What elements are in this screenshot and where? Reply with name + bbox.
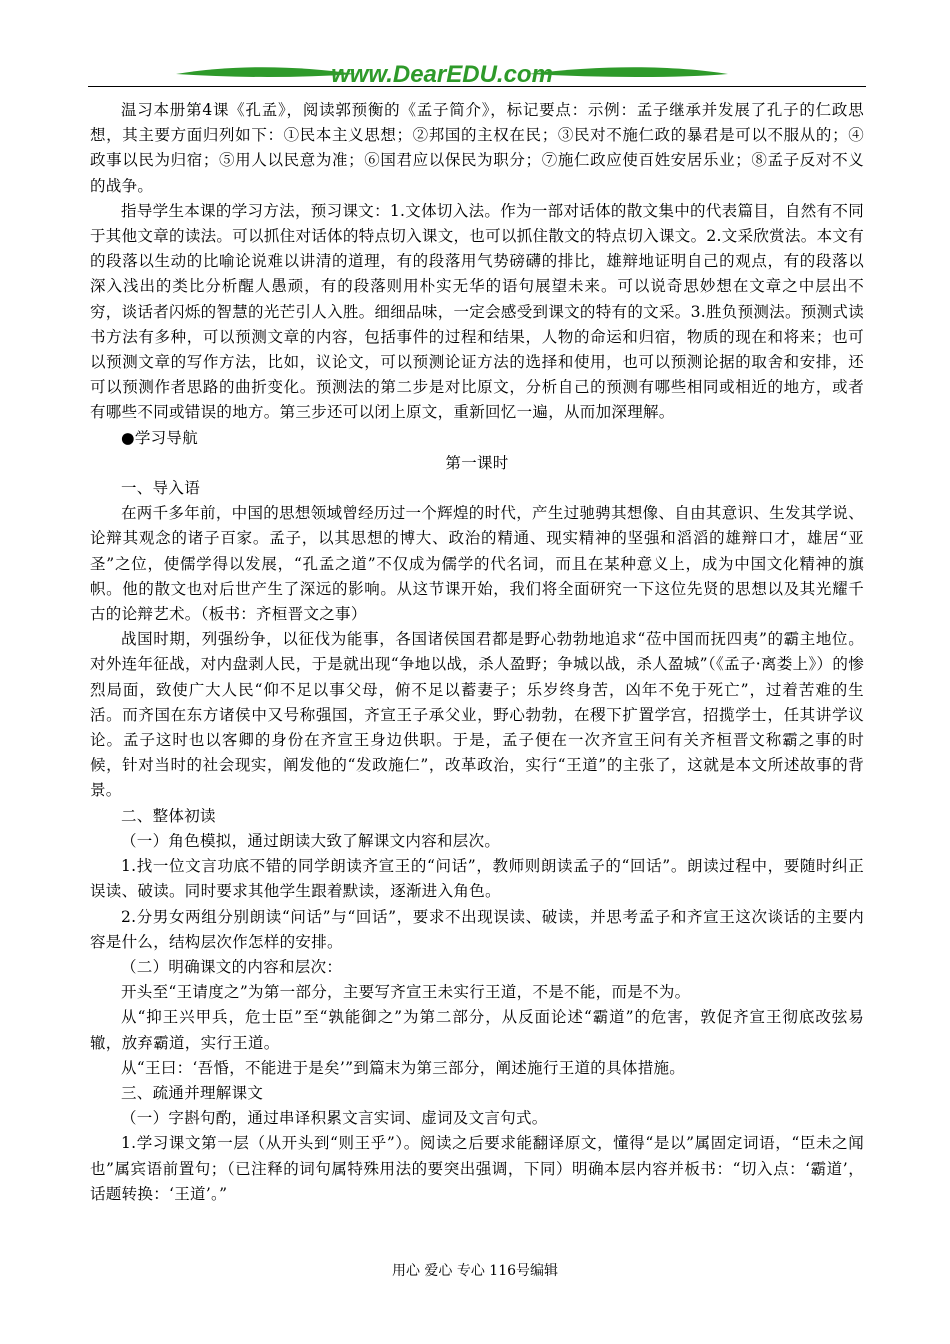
paragraph-layer-one: 1.学习课文第一层（从开头到“则王乎”）。阅读之后要求能翻译原文，懂得“是以”属固定词语，“臣未之闻也”属宾语前置句；（已注释的词句属特殊用法的要突出强调，下同）明确本层内容并板书：“切入点：‘霸道’，话题转换：‘王道’。” [90,1134,864,1203]
document-body [90,98,864,1207]
paragraph-part-one: 开头至“王请度之”为第一部分，主要写齐宣王未实行王道，不是不能，而是不为。 [121,983,691,1002]
paragraph-intro: 在两千多年前，中国的思想领域曾经历过一个辉煌的时代，产生过驰骋其想像、自由其意识、生发其学说、论辩其观念的诸子百家。孟子，以其思想的博大、政治的精通、现实精神的坚强和滔滔的雄辩口才，雄居“亚圣”之位，使儒学得以发展，“孔孟之道”不仅成为儒学的代名词，而且在某种意义上，成为中国文化精神的旗帜。他的散文也对后世产生了深远的影响。从这节课开始，我们将全面研究一下这位先贤的思想以及其光耀千古的论辩艺术。（板书：齐桓晋文之事） [90,504,864,624]
right-green-swoosh [528,67,728,77]
page-header [88,52,866,96]
section-heading-guide: ●学习导航 [121,428,199,447]
header-divider [88,86,866,87]
paragraph-part-two: 从“抑王兴甲兵，危士臣”至“孰能御之”为第二部分，从反面论述“霸道”的危害，敦促齐宣王彻底改弦易辙，放弃霸道，实行王道。 [90,1008,864,1052]
dearedu-logo-banner [88,52,866,96]
subheading-role-play: （一）角色模拟，通过朗读大致了解课文内容和层次。 [121,831,501,850]
paragraph-review: 温习本册第4课《孔孟》，阅读郭预衡的《孟子简介》，标记要点：示例：孟子继承并发展了孔子的仁政思想，其主要方面归列如下：①民本主义思想；②邦国的主权在民；③民对不施仁政的暴君是可以不服从的；④政事以民为归宿；⑤用人以民意为准；⑥国君应以保民为职分；⑦施仁政应使百姓安居乐业；⑧孟子反对不义的战争。 [90,101,864,195]
list-item-2: 2.分男女两组分别朗读“问话”与“回话”，要求不出现误读、破读，并思考孟子和齐宣王这次谈话的主要内容是什么，结构层次作怎样的安排。 [90,907,865,951]
list-item-1: 1.找一位文言功底不错的同学朗读齐宣王的“问话”，教师则朗读孟子的“回话”。朗读过程中，要随时纠正误读、破读。同时要求其他学生跟着默读，逐渐进入角色。 [90,857,865,901]
section-heading-intro: 一、导入语 [121,479,201,498]
section-heading-reading: 二、整体初读 [121,806,216,825]
subheading-translation: （一）字斟句酌，通过串译积累文言实词、虚词及文言句式。 [121,1109,548,1128]
subheading-structure: （二）明确课文的内容和层次： [121,957,343,976]
paragraph-background: 战国时期，列强纷争，以征伐为能事，各国诸侯国君都是野心勃勃地追求“莅中国而抚四夷”的霸主地位。对外连年征战，对内盘剥人民，于是就出现“争地以战，杀人盈野；争城以战，杀人盈城”（《孟子·离娄上》）的惨烈局面，致使广大人民“仰不足以事父母，俯不足以蓄妻子；乐岁终身苦，凶年不免于死亡”，过着苦难的生活。而齐国在东方诸侯中又号称强国，齐宣王子承父业，野心勃勃，在稷下扩置学宫，招揽学士，任其讲学议论。孟子这时也以客卿的身份在齐宣王身边供职。于是，孟子便在一次齐宣王问有关齐桓晋文称霸之事的时候，针对当时的社会现实，阐发他的“发政施仁”，改革政治，实行“王道”的主张了，这就是本文所述故事的背景。 [90,630,864,800]
section-heading-understanding: 三、疏通并理解课文 [121,1083,264,1102]
page-footer: 用心 爱心 专心 116号编辑 [391,1263,559,1279]
paragraph-part-three: 从“王曰：‘吾惛，不能进于是矣’”到篇末为第三部分，阐述施行王道的具体措施。 [121,1058,686,1077]
left-green-swoosh [176,67,356,77]
lesson-title: 第一课时 [445,453,509,472]
paragraph-study-methods: 指导学生本课的学习方法，预习课文：1.文体切入法。作为一部对话体的散文集中的代表篇目，自然有不同于其他文章的读法。可以抓住对话体的特点切入课文，也可以抓住散文的特点切入课文。2.文采欣赏法。本文有的段落以生动的比喻论说难以讲清的道理，有的段落用气势磅礴的排比，雄辩地证明自己的观点，有的段落以深入浅出的类比分析醒人愚顽，有的段落则用朴实无华的语句展望未来。可以说奇思妙想在文章之中层出不穷，谈话者闪烁的智慧的光芒引人入胜。细细品味，一定会感受到课文的特有的文采。3.胜负预测法。预测式读书方法有多种，可以预测文章的内容，包括事件的过程和结果，人物的命运和归宿，物质的现在和将来；也可以预测文章的写作方法，比如，议论文，可以预测论证方法的选择和使用，也可以预测论据的取舍和安排，还可以预测作者思路的曲折变化。预测法的第二步是对比原文，分析自己的预测有哪些相同或相近的地方，或者有哪些不同或错误的地方。第三步还可以闭上原文，重新回忆一遍，从而加深理解。 [90,201,864,422]
logo-text: www.DearEDU.com [331,61,553,88]
